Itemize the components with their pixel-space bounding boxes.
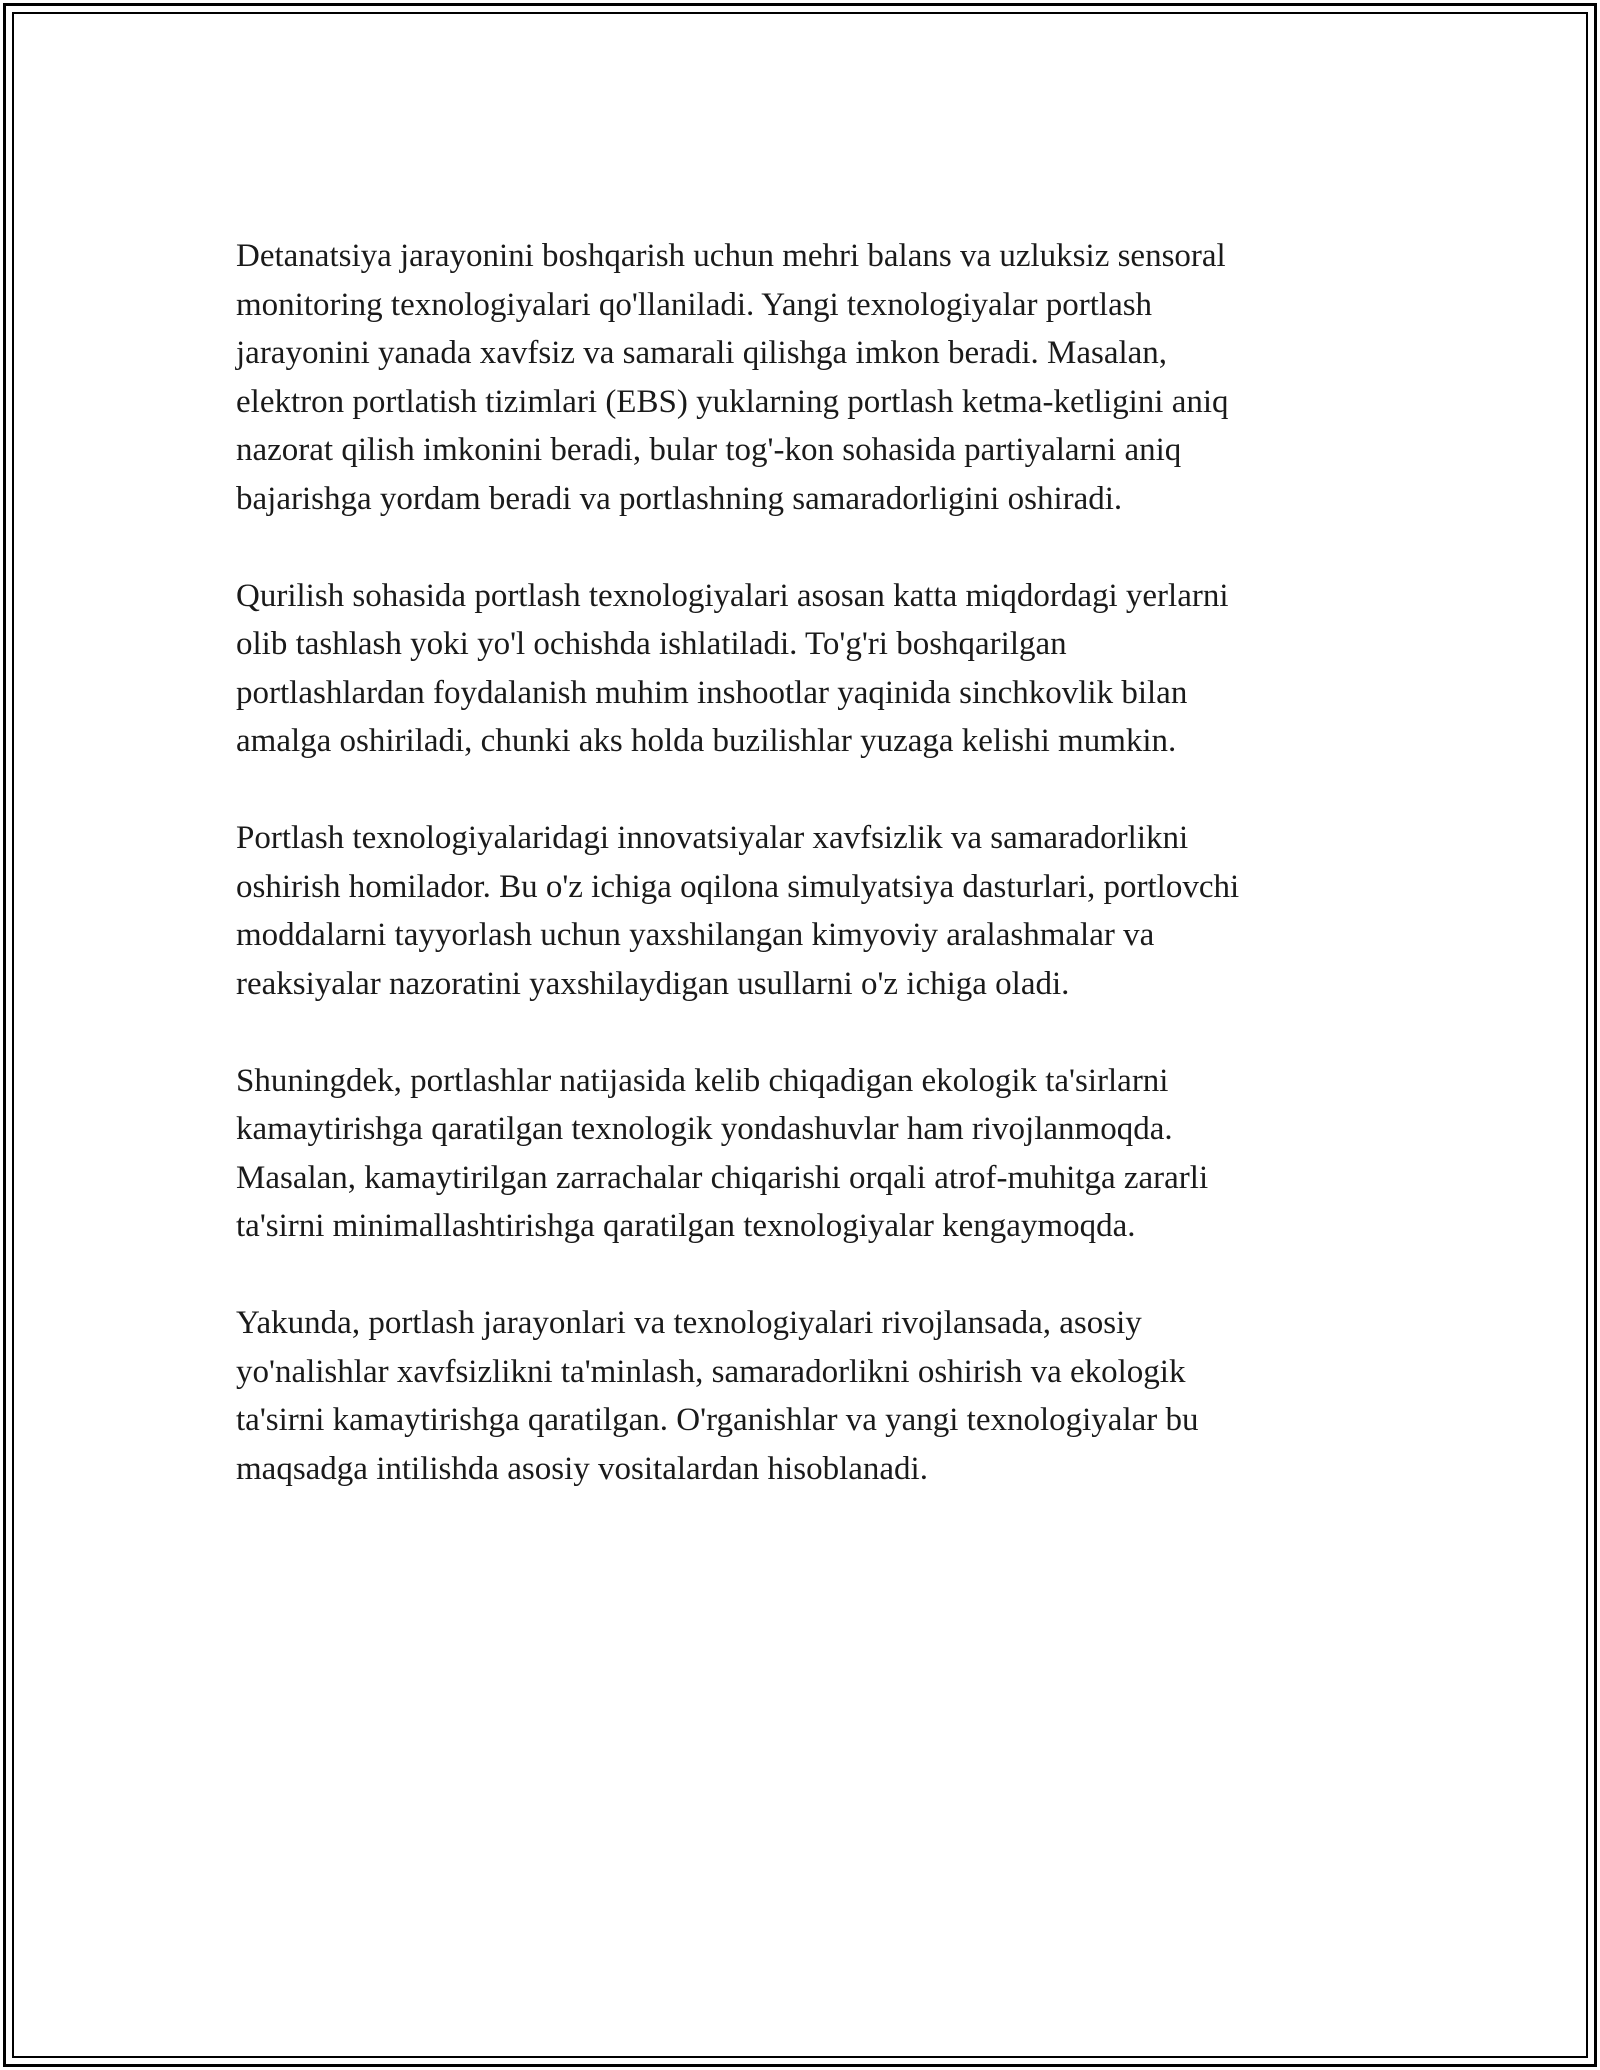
paragraph-2 — [236, 572, 1366, 766]
paragraph-line: Qurilish sohasida portlash texnologiyalari asosan katta miqdordagi yerlarni — [236, 577, 1229, 614]
paragraph-line: elektron portlatish tizimlari (EBS) yuklarning portlash ketma-ketligini aniq — [236, 383, 1229, 420]
paragraph-line: ta'sirni kamaytirishga qaratilgan. O'rganishlar va yangi texnologiyalar bu — [236, 1402, 1199, 1438]
paragraph-line: yo'nalishlar xavfsizlikni ta'minlash, samaradorlikni oshirish va ekologik — [236, 1353, 1186, 1390]
paragraph-line: portlashlardan foydalanish muhim inshootlar yaqinida sinchkovlik bilan — [236, 674, 1188, 711]
paragraph-1 — [236, 232, 1366, 523]
paragraph-3 — [236, 814, 1366, 1008]
paragraph-line: jarayonini yanada xavfsiz va samarali qilishga imkon beradi. Masalan, — [236, 335, 1168, 371]
paragraph-line: olib tashlash yoki yo'l ochishda ishlatiladi. To'g'ri boshqarilgan — [236, 626, 1067, 662]
paragraph-line: Portlash texnologiyalaridagi innovatsiyalar xavfsizlik va samaradorlikni — [236, 820, 1189, 856]
paragraph-line: nazorat qilish imkonini beradi, bular tog'-kon sohasida partiyalarni aniq — [236, 432, 1182, 468]
paragraph-line: amalga oshiriladi, chunki aks holda buzilishlar yuzaga kelishi mumkin. — [236, 723, 1177, 759]
paragraph-line: bajarishga yordam beradi va portlashning samaradorligini oshiradi. — [236, 480, 1123, 517]
paragraph-line: moddalarni tayyorlash uchun yaxshilangan kimyoviy aralashmalar va — [236, 917, 1155, 953]
paragraph-line: oshirish homilador. Bu o'z ichiga oqilona simulyatsiya dasturlari, portlovchi — [236, 868, 1240, 905]
paragraph-4 — [236, 1057, 1366, 1251]
paragraph-line: Masalan, kamaytirilgan zarrachalar chiqarishi orqali atrof-muhitga zararli — [236, 1159, 1209, 1196]
paragraph-line: Detanatsiya jarayonini boshqarish uchun mehri balans va uzluksiz sensoral — [236, 238, 1226, 274]
paragraph-line: kamaytirishga qaratilgan texnologik yondashuvlar ham rivojlanmoqda. — [236, 1111, 1173, 1147]
document-body — [236, 232, 1366, 1493]
paragraph-line: Yakunda, portlash jarayonlari va texnologiyalari rivojlansada, asosiy — [236, 1305, 1142, 1341]
paragraph-line: monitoring texnologiyalari qo'llaniladi. Yangi texnologiyalar portlash — [236, 286, 1153, 323]
paragraph-line: ta'sirni minimallashtirishga qaratilgan texnologiyalar kengaymoqda. — [236, 1208, 1136, 1244]
paragraph-line: Shuningdek, portlashlar natijasida kelib chiqadigan ekologik ta'sirlarni — [236, 1062, 1169, 1099]
paragraph-line: reaksiyalar nazoratini yaxshilaydigan usullarni o'z ichiga oladi. — [236, 965, 1070, 1002]
paragraph-line: maqsadga intilishda asosiy vositalardan hisoblanadi. — [236, 1450, 928, 1487]
paragraph-5 — [236, 1299, 1366, 1493]
